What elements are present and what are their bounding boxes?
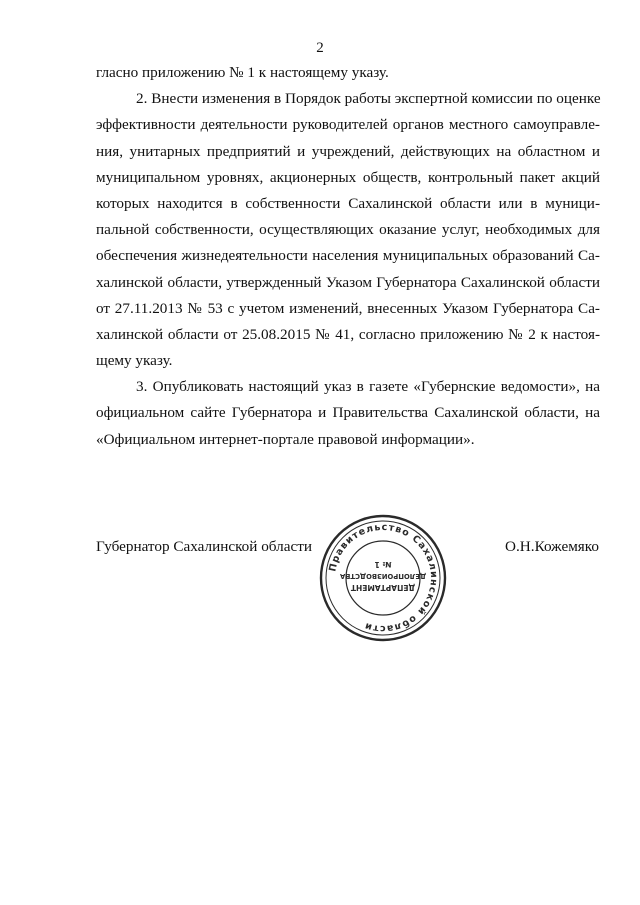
text-line: «Официальном интернет-портале правовой информации». <box>96 430 475 448</box>
seal-inner-line-3: № 1 <box>374 560 392 569</box>
body-text <box>96 60 600 453</box>
paragraph-2 <box>96 86 600 374</box>
text-line: эффективности деятельности руководителей органов местного самоуправле- <box>96 116 600 134</box>
seal-inner-line-2: ДЕЛОПРОИЗВОДСТВА <box>339 572 427 580</box>
text-line: официальном сайте Губернатора и Правительства Сахалинской области, на <box>96 404 600 422</box>
paragraph-3 <box>96 374 600 453</box>
text-line: пальной собственности, осуществляющих оказание услуг, необходимых для <box>96 221 600 239</box>
text-line: обеспечения жизнедеятельности населения муниципальных образований Са- <box>96 247 600 265</box>
official-seal <box>318 513 448 643</box>
seal-inner-line-1: ДЕПАРТАМЕНТ <box>350 583 416 592</box>
text-line: 3. Опубликовать настоящий указ в газете «Губернские ведомости», на <box>136 378 600 396</box>
seal-outer-text: Правительство Сахалинской области <box>327 521 440 635</box>
text-line: муниципальном уровнях, акционерных обществ, контрольный пакет акций <box>96 168 600 186</box>
paragraph-1 <box>96 60 600 86</box>
text-line: которых находится в собственности Сахалинской области или в муници- <box>96 194 600 212</box>
text-line: ния, унитарных предприятий и учреждений, действующих на областном и <box>96 142 600 160</box>
text-line: щему указу. <box>96 352 173 370</box>
page-number: 2 <box>316 40 324 56</box>
text-line: гласно приложению № 1 к настоящему указу. <box>96 64 389 81</box>
text-line: 2. Внести изменения в Порядок работы экспертной комиссии по оценке <box>136 90 601 108</box>
text-line: от 27.11.2013 № 53 с учетом изменений, внесенных Указом Губернатора Са- <box>96 299 600 317</box>
signature-title: Губернатор Сахалинской области <box>96 538 312 555</box>
signature-name: О.Н.Кожемяко <box>505 538 599 555</box>
text-line: халинской области от 25.08.2015 № 41, согласно приложению № 2 к настоя- <box>96 325 600 343</box>
text-line: халинской области, утвержденный Указом Губернатора Сахалинской области <box>96 273 600 291</box>
